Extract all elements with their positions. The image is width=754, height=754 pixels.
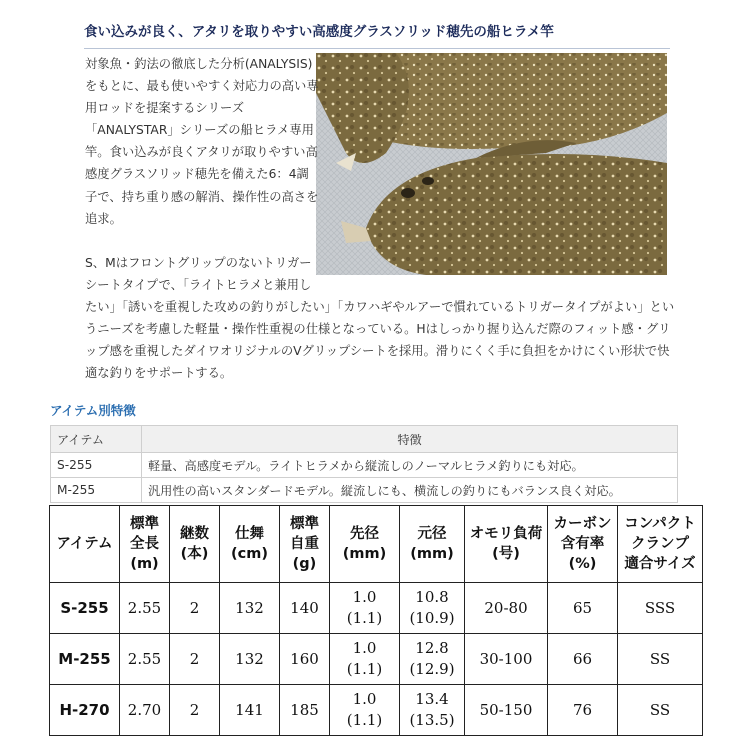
spec-closed: 132 <box>220 583 280 634</box>
spec-pieces: 2 <box>170 583 220 634</box>
spec-butt: 12.8 (12.9) <box>400 634 465 685</box>
spec-carbon: 66 <box>548 634 618 685</box>
feature-desc: 汎用性の高いスタンダードモデル。縦流しにも、横流しの釣りにもバランス良く対応。 <box>142 478 678 503</box>
spec-butt: 13.4 (13.5) <box>400 685 465 736</box>
spec-header-row <box>50 506 703 583</box>
spec-tip: 1.0 (1.1) <box>330 685 400 736</box>
description-paragraph-1: 対象魚・釣法の徹底した分析(ANALYSIS)をもとに、最も使いやすく対応力の高い専用ロッドを提案するシリーズ「ANALYSTAR」シリーズの船ヒラメ専用竿。食い込みが良くアタリが取りやすい高感度グラスソリッド穂先を備えた6：4調子で、持ち重り感の解消、操作性の高さを追求。 <box>85 57 319 226</box>
feature-desc: 軽量、高感度モデル。ライトヒラメから縦流しのノーマルヒラメ釣りにも対応。 <box>142 453 678 478</box>
spec-header-pieces: 継数 (本) <box>170 506 220 583</box>
feature-header-desc: 特徴 <box>142 426 678 453</box>
spec-closed: 141 <box>220 685 280 736</box>
feature-table-header <box>51 426 678 453</box>
spec-weight: 140 <box>280 583 330 634</box>
feature-item: M-255 <box>51 478 142 503</box>
spec-header-clamp: コンパクト クランプ 適合サイズ <box>618 506 703 583</box>
spec-table <box>49 505 703 736</box>
spec-header-butt: 元径 (mm) <box>400 506 465 583</box>
spec-header-item: アイテム <box>50 506 120 583</box>
feature-item: S-255 <box>51 453 142 478</box>
spec-closed: 132 <box>220 634 280 685</box>
feature-row <box>51 478 678 503</box>
spec-clamp: SS <box>618 685 703 736</box>
spec-item: S-255 <box>50 583 120 634</box>
spec-header-sinker: オモリ負荷 (号) <box>465 506 548 583</box>
spec-clamp: SS <box>618 634 703 685</box>
spec-item: H-270 <box>50 685 120 736</box>
feature-table <box>50 425 678 503</box>
spec-row <box>50 634 703 685</box>
spec-sinker: 30-100 <box>465 634 548 685</box>
page-heading: 食い込みが良く、アタリを取りやすい高感度グラスソリッド穂先の船ヒラメ竿 <box>84 20 670 49</box>
spec-clamp: SSS <box>618 583 703 634</box>
spec-sinker: 50-150 <box>465 685 548 736</box>
spec-butt: 10.8 (10.9) <box>400 583 465 634</box>
spec-tip: 1.0 (1.1) <box>330 634 400 685</box>
spec-header-carbon: カーボン 含有率 (%) <box>548 506 618 583</box>
description-text <box>85 53 675 384</box>
spec-pieces: 2 <box>170 634 220 685</box>
spec-carbon: 76 <box>548 685 618 736</box>
spec-pieces: 2 <box>170 685 220 736</box>
spec-header-length: 標準 全長 (m) <box>120 506 170 583</box>
spec-row <box>50 583 703 634</box>
feature-row <box>51 453 678 478</box>
spec-header-tip: 先径 (mm) <box>330 506 400 583</box>
spec-header-closed: 仕舞 (cm) <box>220 506 280 583</box>
spec-header-weight: 標準 自重 (g) <box>280 506 330 583</box>
spec-item: M-255 <box>50 634 120 685</box>
spec-length: 2.55 <box>120 583 170 634</box>
spec-row <box>50 685 703 736</box>
spec-carbon: 65 <box>548 583 618 634</box>
spec-sinker: 20-80 <box>465 583 548 634</box>
section-title: アイテム別特徴 <box>50 403 136 418</box>
description-paragraph-2: S、Mはフロントグリップのないトリガーシートタイプで、「ライトヒラメと兼用したい」「誘いを重視した攻めの釣りがしたい」「カワハギやルアーで慣れているトリガータイプがよい」というニーズを考慮した軽量・操作性重視の仕様となっている。Hはしっかり握り込んだ際のフィット感・グリップ感を重視したダイワオリジナルのVグリップシートを採用。滑りにくく手に負担をかけにくい形状で快適な釣りをサポートする。 <box>85 255 675 381</box>
spec-length: 2.55 <box>120 634 170 685</box>
spec-length: 2.70 <box>120 685 170 736</box>
spec-tip: 1.0 (1.1) <box>330 583 400 634</box>
feature-header-item: アイテム <box>51 426 142 453</box>
spec-weight: 185 <box>280 685 330 736</box>
spec-weight: 160 <box>280 634 330 685</box>
